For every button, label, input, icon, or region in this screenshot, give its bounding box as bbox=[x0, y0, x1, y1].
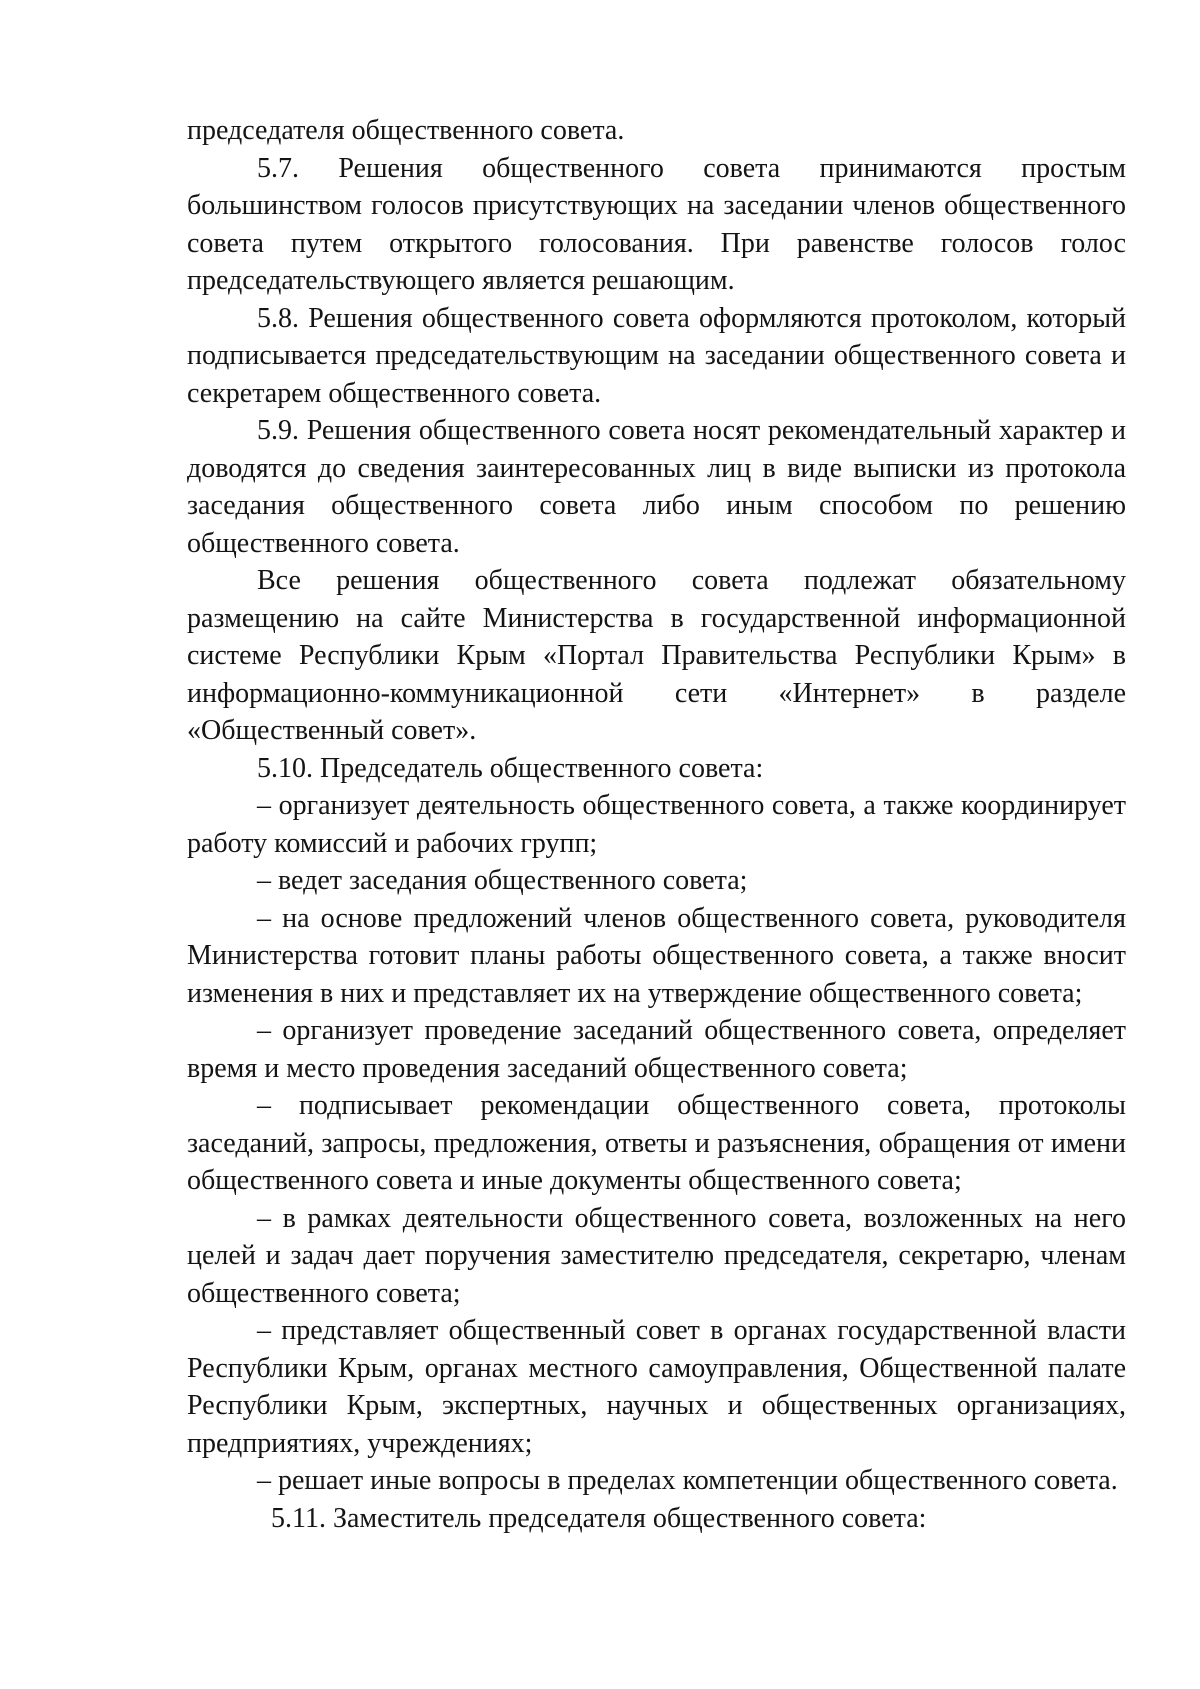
list-item: – представляет общественный совет в органах государственной власти Республики Крым, органах местного самоуправления, Общественной палате Республики Крым, экспертных, научных и общественных организациях, предприятиях, учреждениях; bbox=[187, 1315, 1126, 1459]
list-item: – в рамках деятельности общественного совета, возложенных на него целей и задач дает поручения заместителю председателя, секретарю, членам общественного совета; bbox=[187, 1202, 1126, 1309]
paragraph-5-7: 5.7. Решения общественного совета принимаются простым большинством голосов присутствующих на заседании членов общественного совета путем открытого голосования. При равенстве голосов голос председательствующего является решающим. bbox=[187, 152, 1126, 296]
paragraph-5-9: 5.9. Решения общественного совета носят рекомендательный характер и доводятся до сведения заинтересованных лиц в виде выписки из протокола заседания общественного совета либо иным способом по решению общественного совета. bbox=[187, 415, 1126, 559]
list-item: – на основе предложений членов общественного совета, руководителя Министерства готовит планы работы общественного совета, а также вносит изменения в них и представляет их на утверждение общественного совета; bbox=[187, 902, 1126, 1009]
paragraph-continuation: председателя общественного совета. bbox=[187, 115, 625, 146]
document-page bbox=[187, 112, 1126, 1537]
paragraph-5-8: 5.8. Решения общественного совета оформляются протоколом, который подписывается председательствующим на заседании общественного совета и секретарем общественного совета. bbox=[187, 302, 1126, 409]
list-item: – подписывает рекомендации общественного совета, протоколы заседаний, запросы, предложения, ответы и разъяснения, обращения от имени общественного совета и иные документы общественного совета; bbox=[187, 1090, 1126, 1196]
list-item: – организует деятельность общественного совета, а также координирует работу комиссий и рабочих групп; bbox=[187, 790, 1126, 859]
list-item: – ведет заседания общественного совета; bbox=[257, 865, 748, 896]
list-item: – организует проведение заседаний общественного совета, определяет время и место проведения заседаний общественного совета; bbox=[187, 1015, 1126, 1084]
paragraph-all-decisions: Все решения общественного совета подлежат обязательному размещению на сайте Министерства в государственной информационной системе Республики Крым «Портал Правительства Республики Крым» в информационно-коммуникационной сети «Интернет» в разделе «Общественный совет». bbox=[187, 565, 1126, 746]
paragraph-5-11: 5.11. Заместитель председателя общественного совета: bbox=[271, 1502, 927, 1534]
paragraph-5-10: 5.10. Председатель общественного совета: bbox=[257, 752, 764, 784]
list-item: – решает иные вопросы в пределах компетенции общественного совета. bbox=[257, 1465, 1118, 1496]
